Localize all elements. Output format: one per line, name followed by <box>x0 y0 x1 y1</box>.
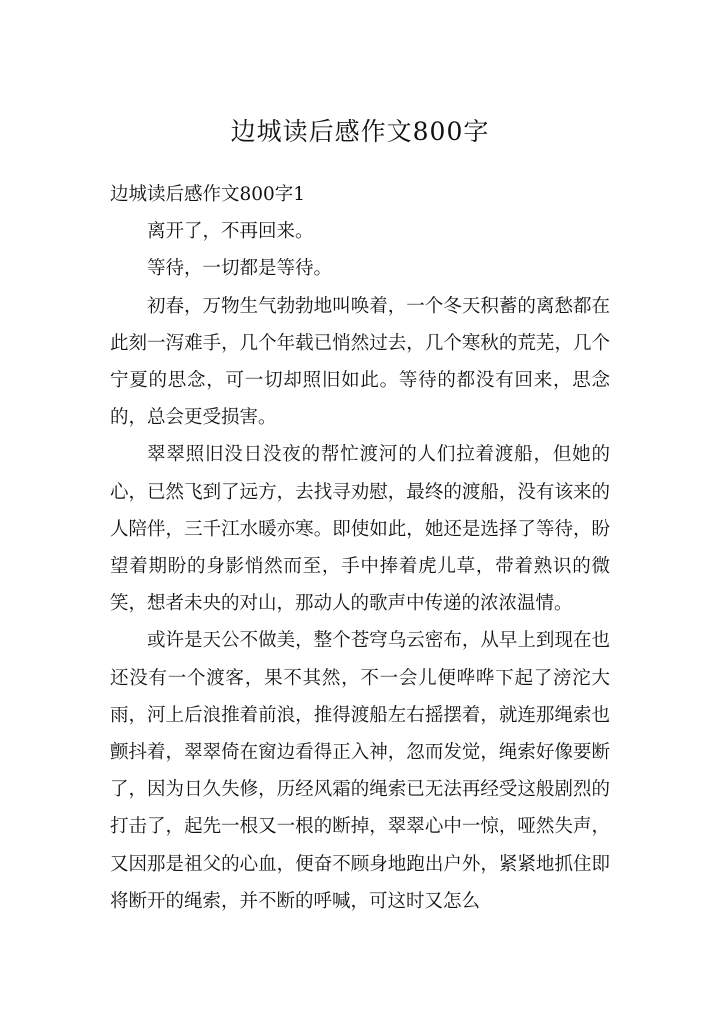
paragraph-3: 初春，万物生气勃勃地叫唤着，一个冬天积蓄的离愁都在此刻一泻难手，几个年载已悄然过去，几个寒秋的荒芜，几个宁夏的思念，可一切却照旧如此。等待的都没有回来，思念的，总会更受损害。 <box>110 295 610 429</box>
paragraph-5: 或许是天公不做美，整个苍穹乌云密布，从早上到现在也还没有一个渡客，果不其然，不一会儿便哗哗下起了滂沱大雨，河上后浪推着前浪，推得渡船左右摇摆着，就连那绳索也颤抖着，翠翠倚在窗边看得正入神，忽而发觉，绳索好像要断了，因为日久失修，历经风霜的绳索已无法再经受这般剧烈的打击了，起先一根又一根的断掉，翠翠心中一惊，哑然失声，又因那是祖父的心血，便奋不顾身地跑出户外，紧紧地抓住即将断开的绳索，并不断的呼喊，可这时又怎么 <box>110 630 610 912</box>
paragraph-1: 离开了，不再回来。 <box>147 221 314 243</box>
document-title: 边城读后感作文800字 <box>230 117 490 146</box>
paragraph-2: 等待，一切都是等待。 <box>147 258 333 280</box>
section-heading: 边城读后感作文800字1 <box>110 184 306 205</box>
paragraph-4: 翠翠照旧没日没夜的帮忙渡河的人们拉着渡船，但她的心，已然飞到了远方，去找寻劝慰，最终的渡船，没有该来的人陪伴，三千江水暖亦寒。即使如此，她还是选择了等待，盼望着期盼的身影悄然而至，手中捧着虎儿草，带着熟识的微笑，想者未央的对山，那动人的歌声中传递的浓浓温情。 <box>110 444 610 615</box>
document-body <box>110 176 610 920</box>
